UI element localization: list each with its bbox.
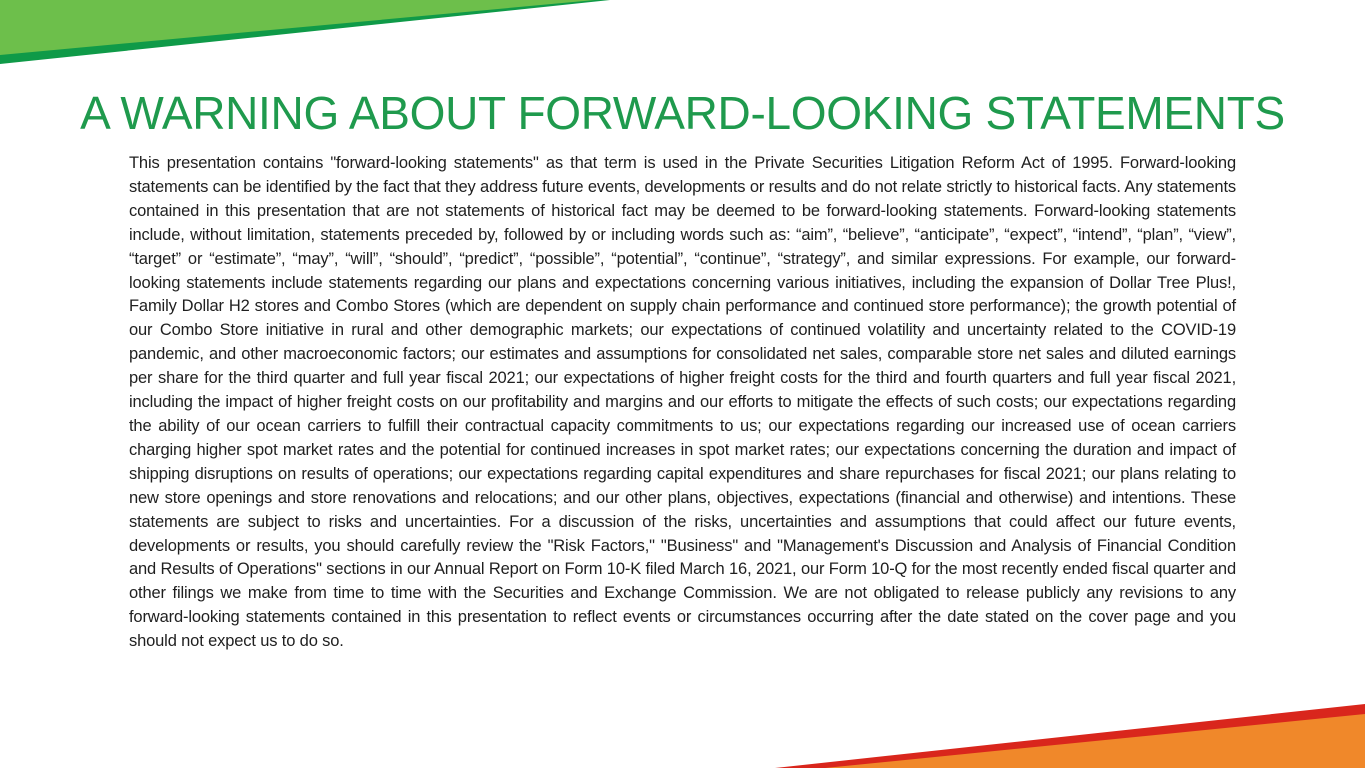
disclaimer-paragraph: This presentation contains "forward-looking statements" as that term is used in the Private Securities Litigation Reform Act of 1995. Forward-looking statements can be identified by the fact that they address future events, developments or results and do not relate strictly to historical facts. Any statements contained in this presentation that are not statements of historical fact may be deemed to be forward-looking statements. Forward-looking statements include, without limitation, statements preceded by, followed by or including words such as: “aim”, “believe”, “anticipate”, “expect”, “intend”, “plan”, “view”, “target” or “estimate”, “may”, “will”, “should”, “predict”, “possible”, “potential”, “continue”, “strategy”, and similar expressions. For example, our forward-looking statements include statements regarding our plans and expectations concerning various initiatives, including the expansion of Dollar Tree Plus!, Family Dollar H2 stores and Combo Stores (which are dependent on supply chain performance and continued store performance); the growth potential of our Combo Store initiative in rural and other demographic markets; our expectations of continued volatility and uncertainty related to the COVID-19 pandemic, and other macroeconomic factors; our estimates and assumptions for consolidated net sales, comparable store net sales and diluted earnings per share for the third quarter and full year fiscal 2021; our expectations of higher freight costs for the third and fourth quarters and full year fiscal 2021, including the impact of higher freight costs on our profitability and margins and our efforts to mitigate the effects of such costs; our expectations regarding the ability of our ocean carriers to fulfill their contractual capacity commitments to us; our expectations regarding our increased use of ocean carriers charging higher spot market rates and the potential for continued increases in spot market rates; our expectations concerning the duration and impact of shipping disruptions on results of operations; our expectations regarding capital expenditures and share repurchases for fiscal 2021; our plans relating to new store openings and store renovations and relocations; and our other plans, objectives, expectations (financial and otherwise) and intentions. These statements are subject to risks and uncertainties. For a discussion of the risks, uncertainties and assumptions that could affect our future events, developments or results, you should carefully review the "Risk Factors," "Business" and "Management's Discussion and Analysis of Financial Condition and Results of Operations" sections in our Annual Report on Form 10-K filed March 16, 2021, our Form 10-Q for the most recently ended fiscal quarter and other filings we make from time to time with the Securities and Exchange Commission. We are not obligated to release publicly any revisions to any forward-looking statements contained in this presentation to reflect events or circumstances occurring after the date stated on the cover page and you should not expect us to do so. [129,154,1236,651]
slide-title: A WARNING ABOUT FORWARD-LOOKING STATEMENTS [80,87,1285,139]
top-left-light-green-banner [0,0,595,55]
